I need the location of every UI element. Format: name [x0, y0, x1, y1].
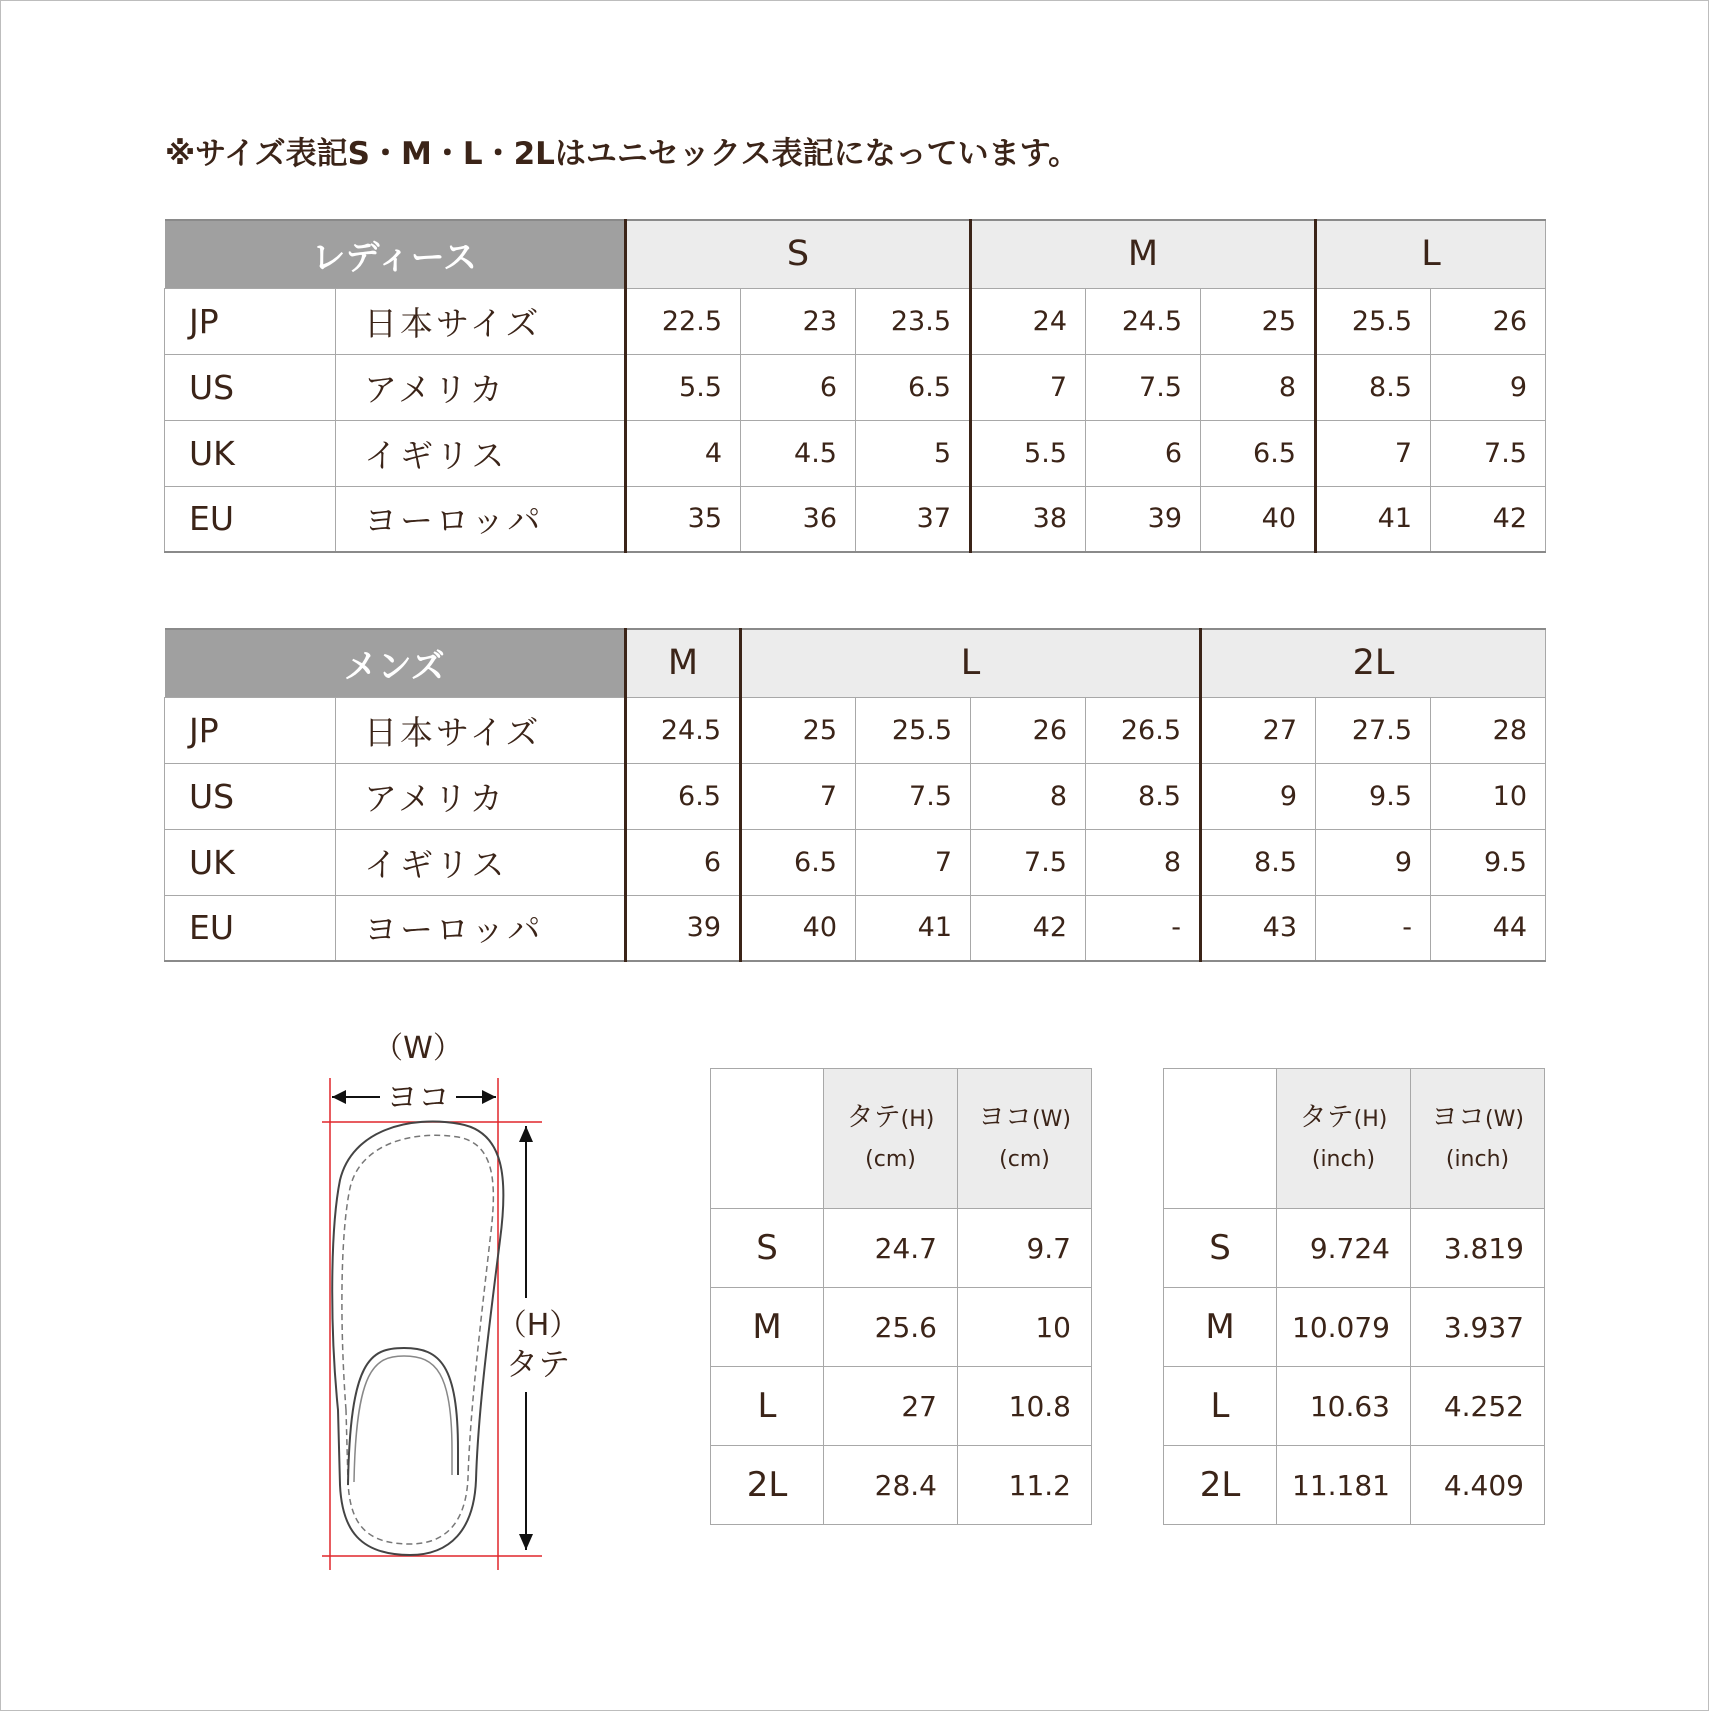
size-cell: 25 [741, 697, 856, 763]
size-cell: 10 [1431, 763, 1546, 829]
region-name: 日本サイズ [336, 288, 626, 354]
width-arrowhead-right [482, 1090, 496, 1104]
unisex-size-note: ※サイズ表記S・M・L・2Lはユニセックス表記になっています。 [165, 136, 1080, 172]
size-cell: 24 [971, 288, 1086, 354]
size-cell: 24.5 [626, 697, 741, 763]
size-cell: 25 [1201, 288, 1316, 354]
ladies-size-table [164, 219, 1546, 553]
size-cell: 27.5 [1316, 697, 1431, 763]
size-cell: 6.5 [856, 354, 971, 420]
region-code: US [165, 763, 336, 829]
size-cell: 42 [1431, 486, 1546, 552]
size-cell: 9.5 [1431, 829, 1546, 895]
size-cell: 8 [1201, 354, 1316, 420]
width-label: ヨコ [385, 1078, 451, 1116]
group-header-m: M [626, 629, 741, 697]
width-value: 11.2 [958, 1446, 1092, 1525]
slipper-outline-diagram [300, 1030, 580, 1580]
size-cell: 35 [626, 486, 741, 552]
size-label: L [1164, 1367, 1277, 1446]
stitch-line [342, 1135, 493, 1544]
region-name: 日本サイズ [336, 697, 626, 763]
toe-strap-inner [354, 1356, 452, 1482]
mens-size-table [164, 628, 1546, 962]
size-cell: 7.5 [1431, 420, 1546, 486]
height-value: 24.7 [824, 1209, 958, 1288]
table-row [165, 486, 1546, 552]
width-value: 3.819 [1411, 1209, 1545, 1288]
height-value: 10.63 [1277, 1367, 1411, 1446]
header-main: タテ [1299, 1101, 1354, 1133]
size-cell: 6.5 [626, 763, 741, 829]
size-cell: 24.5 [1086, 288, 1201, 354]
height-arrowhead-bottom [519, 1534, 533, 1550]
size-cell: 41 [856, 895, 971, 961]
size-cell: 6.5 [741, 829, 856, 895]
size-cell: 8 [971, 763, 1086, 829]
region-name: イギリス [336, 829, 626, 895]
cm-dimension-table [710, 1068, 1092, 1525]
height-inch-header [1277, 1069, 1411, 1209]
height-arrowhead-top [519, 1126, 533, 1142]
size-cell: 6 [1086, 420, 1201, 486]
region-name: ヨーロッパ [336, 486, 626, 552]
group-header-m: M [971, 220, 1316, 288]
width-value: 4.252 [1411, 1367, 1545, 1446]
region-code: EU [165, 895, 336, 961]
width-value: 4.409 [1411, 1446, 1545, 1525]
table-row [165, 829, 1546, 895]
size-cell: 43 [1201, 895, 1316, 961]
table-row [165, 354, 1546, 420]
inch-dimension-table [1163, 1068, 1545, 1525]
size-cell: 44 [1431, 895, 1546, 961]
size-cell: 9.5 [1316, 763, 1431, 829]
height-value: 11.181 [1277, 1446, 1411, 1525]
size-cell: 9 [1316, 829, 1431, 895]
size-cell: 7 [1316, 420, 1431, 486]
group-header-s: S [626, 220, 971, 288]
size-cell: 23 [741, 288, 856, 354]
size-cell: 25.5 [1316, 288, 1431, 354]
size-cell: - [1316, 895, 1431, 961]
size-label: 2L [711, 1446, 824, 1525]
size-cell: 37 [856, 486, 971, 552]
mens-category-header: メンズ [165, 629, 626, 697]
corner-cell [711, 1069, 824, 1209]
size-cell: 8.5 [1316, 354, 1431, 420]
header-unit: (inch) [1445, 1146, 1510, 1172]
header-sub: (H) [1353, 1106, 1388, 1132]
table-row [165, 895, 1546, 961]
size-cell: 39 [1086, 486, 1201, 552]
height-value: 27 [824, 1367, 958, 1446]
width-symbol-label: （W） [373, 1031, 463, 1066]
region-code: EU [165, 486, 336, 552]
region-code: US [165, 354, 336, 420]
size-cell: 5 [856, 420, 971, 486]
size-cell: 4 [626, 420, 741, 486]
size-cell: 36 [741, 486, 856, 552]
region-name: アメリカ [336, 354, 626, 420]
table-row [165, 763, 1546, 829]
table-row [1164, 1367, 1545, 1446]
header-sub: (W) [1485, 1106, 1524, 1132]
size-cell: 6 [741, 354, 856, 420]
table-row [1164, 1288, 1545, 1367]
header-main: タテ [846, 1101, 901, 1133]
header-unit: (cm) [999, 1146, 1050, 1172]
size-cell: 22.5 [626, 288, 741, 354]
header-sub: (H) [900, 1106, 935, 1132]
size-cell: 6.5 [1201, 420, 1316, 486]
size-cell: 40 [741, 895, 856, 961]
height-value: 28.4 [824, 1446, 958, 1525]
region-code: UK [165, 829, 336, 895]
size-cell: 40 [1201, 486, 1316, 552]
region-code: JP [165, 697, 336, 763]
height-symbol-label: （H） [496, 1308, 580, 1343]
width-value: 10.8 [958, 1367, 1092, 1446]
width-arrowhead-left [332, 1090, 346, 1104]
region-name: イギリス [336, 420, 626, 486]
size-cell: 8.5 [1086, 763, 1201, 829]
toe-strap-outline [348, 1348, 458, 1485]
size-cell: 26 [971, 697, 1086, 763]
size-cell: 26.5 [1086, 697, 1201, 763]
size-cell: 5.5 [626, 354, 741, 420]
size-label: M [711, 1288, 824, 1367]
size-cell: 8 [1086, 829, 1201, 895]
size-label: S [1164, 1209, 1277, 1288]
size-cell: 23.5 [856, 288, 971, 354]
width-value: 9.7 [958, 1209, 1092, 1288]
height-value: 9.724 [1277, 1209, 1411, 1288]
size-cell: 7 [856, 829, 971, 895]
region-code: JP [165, 288, 336, 354]
height-value: 25.6 [824, 1288, 958, 1367]
size-cell: 7 [741, 763, 856, 829]
width-cm-header [958, 1069, 1092, 1209]
size-cell: 9 [1201, 763, 1316, 829]
size-label: S [711, 1209, 824, 1288]
header-sub: (W) [1032, 1106, 1071, 1132]
size-cell: 25.5 [856, 697, 971, 763]
size-cell: 9 [1431, 354, 1546, 420]
header-main: ヨコ [978, 1101, 1033, 1133]
table-row [711, 1446, 1092, 1525]
header-main: ヨコ [1431, 1101, 1486, 1133]
sole-outline [332, 1122, 503, 1555]
region-name: ヨーロッパ [336, 895, 626, 961]
size-cell: 6 [626, 829, 741, 895]
group-header-2l: 2L [1201, 629, 1546, 697]
size-cell: 42 [971, 895, 1086, 961]
table-row [1164, 1209, 1545, 1288]
size-label: 2L [1164, 1446, 1277, 1525]
region-code: UK [165, 420, 336, 486]
size-cell: 4.5 [741, 420, 856, 486]
table-row [711, 1288, 1092, 1367]
size-cell: 7.5 [971, 829, 1086, 895]
size-cell: 5.5 [971, 420, 1086, 486]
height-label: タテ [505, 1345, 571, 1383]
height-cm-header [824, 1069, 958, 1209]
header-unit: (cm) [865, 1146, 916, 1172]
header-unit: (inch) [1311, 1146, 1376, 1172]
size-label: L [711, 1367, 824, 1446]
ladies-category-header: レディース [165, 220, 626, 288]
region-name: アメリカ [336, 763, 626, 829]
table-row [1164, 1446, 1545, 1525]
table-row [711, 1367, 1092, 1446]
group-header-l: L [741, 629, 1201, 697]
width-value: 10 [958, 1288, 1092, 1367]
size-cell: 7.5 [856, 763, 971, 829]
table-row [165, 420, 1546, 486]
size-cell: 26 [1431, 288, 1546, 354]
size-cell: 7 [971, 354, 1086, 420]
group-header-l: L [1316, 220, 1546, 288]
size-label: M [1164, 1288, 1277, 1367]
table-row [711, 1209, 1092, 1288]
table-row [165, 697, 1546, 763]
size-cell: 8.5 [1201, 829, 1316, 895]
size-cell: 27 [1201, 697, 1316, 763]
width-inch-header [1411, 1069, 1545, 1209]
size-cell: 38 [971, 486, 1086, 552]
size-cell: 7.5 [1086, 354, 1201, 420]
size-cell: - [1086, 895, 1201, 961]
height-value: 10.079 [1277, 1288, 1411, 1367]
corner-cell [1164, 1069, 1277, 1209]
size-cell: 41 [1316, 486, 1431, 552]
size-cell: 28 [1431, 697, 1546, 763]
size-cell: 39 [626, 895, 741, 961]
table-row [165, 288, 1546, 354]
width-value: 3.937 [1411, 1288, 1545, 1367]
